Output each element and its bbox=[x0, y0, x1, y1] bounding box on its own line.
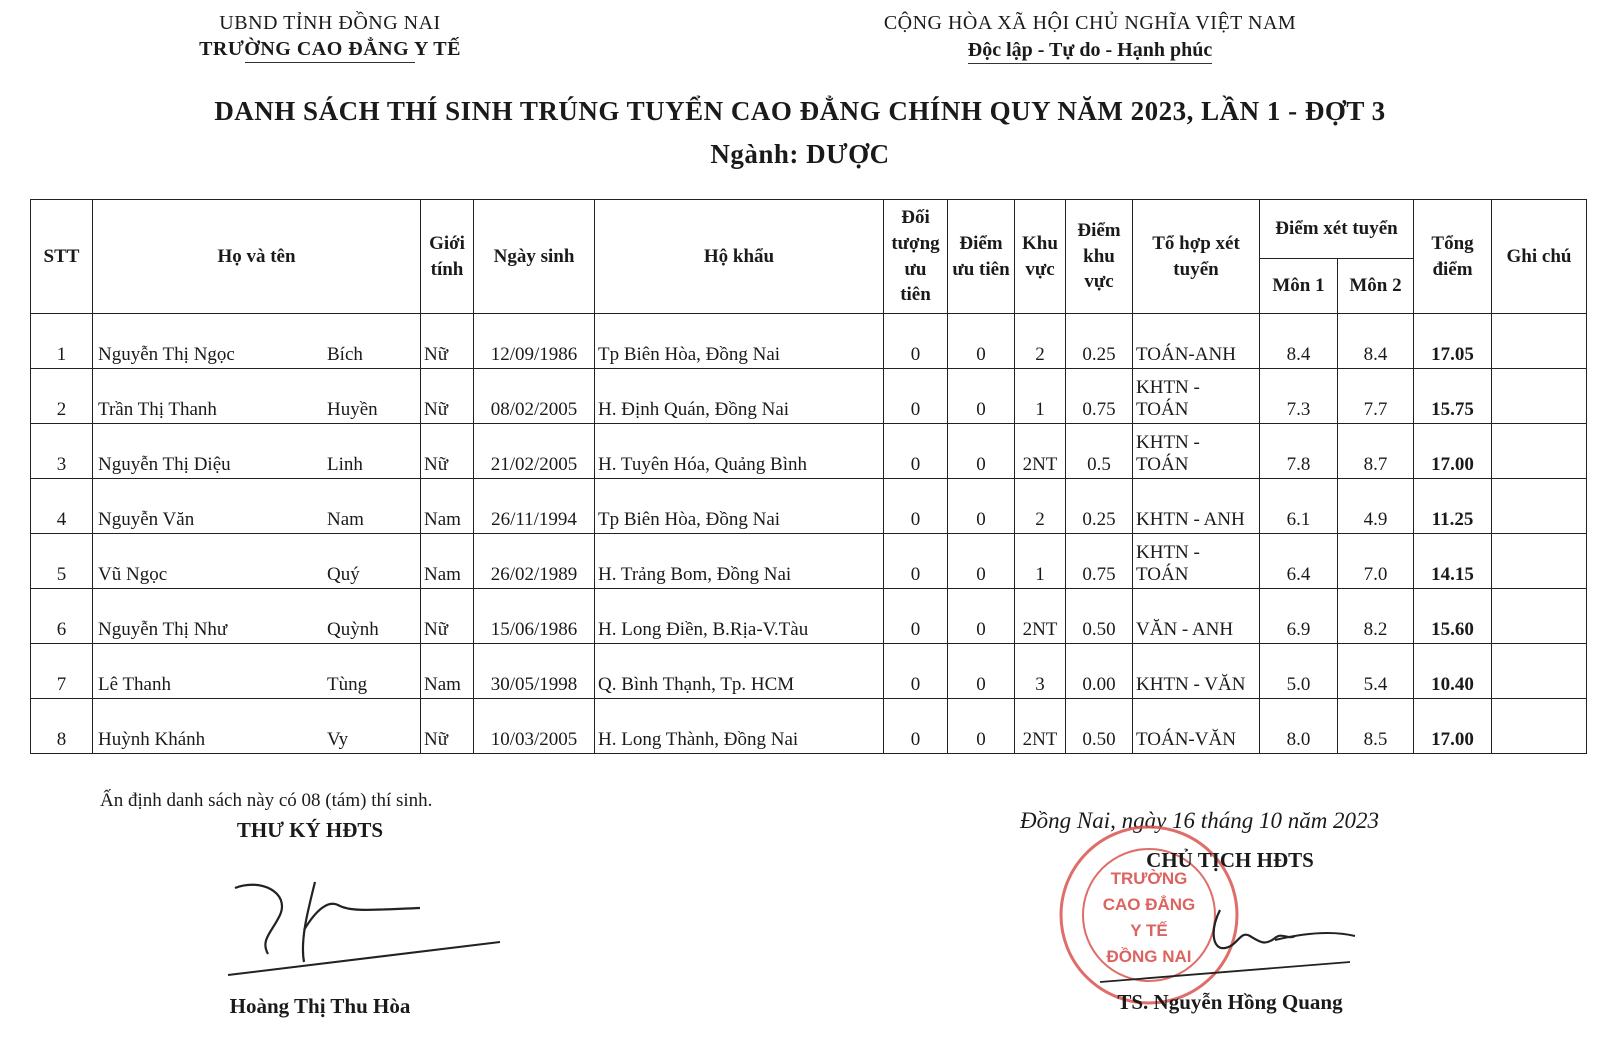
cell-subject2: 5.4 bbox=[1338, 644, 1414, 699]
seal-line-1: TRƯỜNG bbox=[1110, 869, 1188, 888]
table-row bbox=[31, 369, 1587, 424]
col-header-region-score: Điểm khu vực bbox=[1066, 200, 1133, 314]
col-header-subject2: Môn 2 bbox=[1338, 259, 1414, 314]
table-row bbox=[31, 479, 1587, 534]
national-motto bbox=[840, 12, 1340, 64]
cell-gender: Nữ bbox=[421, 589, 474, 644]
cell-region: 1 bbox=[1015, 534, 1066, 589]
table-row bbox=[31, 314, 1587, 369]
secretary-title: THƯ KÝ HĐTS bbox=[236, 818, 384, 842]
issuing-authority bbox=[160, 12, 500, 63]
cell-total: 15.60 bbox=[1414, 589, 1492, 644]
cell-region: 1 bbox=[1015, 369, 1066, 424]
document-subtitle: Ngành: DƯỢC bbox=[710, 139, 890, 169]
cell-note bbox=[1492, 479, 1587, 534]
cell-priority-group: 0 bbox=[884, 699, 948, 754]
family-middle-name: Nguyễn Văn bbox=[98, 509, 195, 530]
seal-line-3: Y TẾ bbox=[1130, 921, 1168, 940]
cell-subject2: 7.0 bbox=[1338, 534, 1414, 589]
cell-subject1: 7.3 bbox=[1260, 369, 1338, 424]
given-name: Linh bbox=[327, 454, 363, 475]
cell-total: 11.25 bbox=[1414, 479, 1492, 534]
cell-subject2: 8.2 bbox=[1338, 589, 1414, 644]
cell-combination: KHTN - TOÁN bbox=[1133, 369, 1260, 424]
authority-name: UBND TỈNH ĐỒNG NAI bbox=[219, 12, 441, 34]
family-middle-name: Trần Thị Thanh bbox=[98, 399, 217, 420]
cell-note bbox=[1492, 589, 1587, 644]
cell-region: 2NT bbox=[1015, 424, 1066, 479]
cell-dob: 21/02/2005 bbox=[474, 424, 595, 479]
secretary-signature bbox=[220, 870, 510, 980]
cell-name bbox=[93, 479, 421, 534]
header-underline bbox=[245, 62, 415, 63]
motto: Độc lập - Tự do - Hạnh phúc bbox=[968, 39, 1212, 64]
cell-priority-score: 0 bbox=[948, 644, 1015, 699]
given-name: Vy bbox=[327, 729, 349, 750]
cell-subject1: 6.4 bbox=[1260, 534, 1338, 589]
cell-priority-group: 0 bbox=[884, 534, 948, 589]
cell-subject1: 8.0 bbox=[1260, 699, 1338, 754]
cell-priority-score: 0 bbox=[948, 699, 1015, 754]
col-header-stt: STT bbox=[31, 200, 93, 314]
col-header-admission-scores: Điểm xét tuyển bbox=[1260, 200, 1414, 259]
col-header-residence: Hộ khẩu bbox=[595, 200, 884, 314]
cell-combination: KHTN - TOÁN bbox=[1133, 534, 1260, 589]
given-name: Nam bbox=[327, 509, 364, 530]
cell-subject1: 6.1 bbox=[1260, 479, 1338, 534]
cell-stt: 2 bbox=[31, 369, 93, 424]
given-name: Quỳnh bbox=[327, 619, 379, 640]
cell-priority-group: 0 bbox=[884, 589, 948, 644]
given-name: Quý bbox=[327, 564, 360, 585]
cell-priority-group: 0 bbox=[884, 424, 948, 479]
cell-priority-score: 0 bbox=[948, 369, 1015, 424]
cell-priority-score: 0 bbox=[948, 314, 1015, 369]
cell-stt: 5 bbox=[31, 534, 93, 589]
cell-note bbox=[1492, 644, 1587, 699]
cell-residence: H. Long Thành, Đồng Nai bbox=[595, 699, 884, 754]
cell-region-score: 0.00 bbox=[1066, 644, 1133, 699]
cell-gender: Nam bbox=[421, 644, 474, 699]
cell-priority-score: 0 bbox=[948, 589, 1015, 644]
family-middle-name: Lê Thanh bbox=[98, 674, 171, 695]
cell-name bbox=[93, 589, 421, 644]
cell-region: 3 bbox=[1015, 644, 1066, 699]
cell-subject1: 6.9 bbox=[1260, 589, 1338, 644]
cell-region: 2NT bbox=[1015, 699, 1066, 754]
cell-total: 15.75 bbox=[1414, 369, 1492, 424]
cell-subject1: 8.4 bbox=[1260, 314, 1338, 369]
cell-note bbox=[1492, 534, 1587, 589]
cell-subject2: 8.7 bbox=[1338, 424, 1414, 479]
family-middle-name: Nguyễn Thị Ngọc bbox=[98, 344, 235, 365]
cell-priority-group: 0 bbox=[884, 314, 948, 369]
cell-note bbox=[1492, 424, 1587, 479]
secretary-name: Hoàng Thị Thu Hòa bbox=[229, 994, 411, 1018]
table-row bbox=[31, 589, 1587, 644]
cell-total: 14.15 bbox=[1414, 534, 1492, 589]
cell-region: 2 bbox=[1015, 479, 1066, 534]
given-name: Tùng bbox=[327, 674, 368, 695]
col-header-dob: Ngày sinh bbox=[474, 200, 595, 314]
cell-region-score: 0.5 bbox=[1066, 424, 1133, 479]
cell-region-score: 0.25 bbox=[1066, 314, 1133, 369]
cell-region-score: 0.50 bbox=[1066, 589, 1133, 644]
given-name: Huyền bbox=[327, 399, 378, 420]
cell-gender: Nam bbox=[421, 534, 474, 589]
seal-line-2: CAO ĐẲNG bbox=[1102, 895, 1196, 914]
cell-stt: 8 bbox=[31, 699, 93, 754]
signing-date: Đồng Nai, ngày 16 tháng 10 năm 2023 bbox=[1020, 808, 1380, 833]
cell-combination: KHTN - VĂN bbox=[1133, 644, 1260, 699]
col-header-priority-score: Điểm ưu tiên bbox=[948, 200, 1015, 314]
table-row bbox=[31, 644, 1587, 699]
cell-total: 17.05 bbox=[1414, 314, 1492, 369]
cell-subject2: 4.9 bbox=[1338, 479, 1414, 534]
cell-priority-score: 0 bbox=[948, 534, 1015, 589]
cell-name bbox=[93, 534, 421, 589]
col-header-note: Ghi chú bbox=[1492, 200, 1587, 314]
cell-region-score: 0.25 bbox=[1066, 479, 1133, 534]
cell-region: 2 bbox=[1015, 314, 1066, 369]
cell-subject2: 8.4 bbox=[1338, 314, 1414, 369]
col-header-subject1: Môn 1 bbox=[1260, 259, 1338, 314]
cell-gender: Nữ bbox=[421, 314, 474, 369]
cell-priority-group: 0 bbox=[884, 369, 948, 424]
cell-dob: 15/06/1986 bbox=[474, 589, 595, 644]
country-name: CỘNG HÒA XÃ HỘI CHỦ NGHĨA VIỆT NAM bbox=[883, 12, 1297, 34]
cell-combination: KHTN - TOÁN bbox=[1133, 424, 1260, 479]
col-header-name: Họ và tên bbox=[93, 200, 421, 314]
school-name: TRƯỜNG CAO ĐẲNG Y TẾ bbox=[199, 38, 461, 60]
chairman-title: CHỦ TỊCH HĐTS bbox=[1146, 848, 1314, 872]
cell-subject1: 5.0 bbox=[1260, 644, 1338, 699]
cell-name bbox=[93, 644, 421, 699]
cell-subject2: 7.7 bbox=[1338, 369, 1414, 424]
cell-dob: 26/02/1989 bbox=[474, 534, 595, 589]
cell-stt: 1 bbox=[31, 314, 93, 369]
cell-gender: Nữ bbox=[421, 424, 474, 479]
cell-gender: Nữ bbox=[421, 699, 474, 754]
cell-stt: 4 bbox=[31, 479, 93, 534]
admission-table bbox=[30, 199, 1587, 754]
cell-priority-group: 0 bbox=[884, 479, 948, 534]
cell-dob: 08/02/2005 bbox=[474, 369, 595, 424]
cell-region-score: 0.75 bbox=[1066, 534, 1133, 589]
col-header-region: Khu vực bbox=[1015, 200, 1066, 314]
cell-residence: H. Tuyên Hóa, Quảng Bình bbox=[595, 424, 884, 479]
cell-note bbox=[1492, 699, 1587, 754]
cell-residence: H. Trảng Bom, Đồng Nai bbox=[595, 534, 884, 589]
cell-residence: H. Định Quán, Đồng Nai bbox=[595, 369, 884, 424]
col-header-combination: Tổ hợp xét tuyển bbox=[1133, 200, 1260, 314]
cell-residence: Q. Bình Thạnh, Tp. HCM bbox=[595, 644, 884, 699]
cell-total: 17.00 bbox=[1414, 424, 1492, 479]
cell-residence: Tp Biên Hòa, Đồng Nai bbox=[595, 314, 884, 369]
cell-residence: Tp Biên Hòa, Đồng Nai bbox=[595, 479, 884, 534]
cell-name bbox=[93, 314, 421, 369]
seal-line-4: ĐỒNG NAI bbox=[1106, 947, 1192, 966]
cell-dob: 30/05/1998 bbox=[474, 644, 595, 699]
chairman-signature bbox=[1100, 900, 1360, 990]
cell-subject1: 7.8 bbox=[1260, 424, 1338, 479]
cell-subject2: 8.5 bbox=[1338, 699, 1414, 754]
cell-stt: 7 bbox=[31, 644, 93, 699]
col-header-priority-group: Đối tượng ưu tiên bbox=[884, 200, 948, 314]
cell-dob: 12/09/1986 bbox=[474, 314, 595, 369]
cell-note bbox=[1492, 369, 1587, 424]
family-middle-name: Nguyễn Thị Diệu bbox=[98, 454, 231, 475]
col-header-gender: Giới tính bbox=[421, 200, 474, 314]
cell-combination: VĂN - ANH bbox=[1133, 589, 1260, 644]
cell-dob: 26/11/1994 bbox=[474, 479, 595, 534]
cell-name bbox=[93, 699, 421, 754]
table-row bbox=[31, 699, 1587, 754]
cell-region: 2NT bbox=[1015, 589, 1066, 644]
cell-gender: Nam bbox=[421, 479, 474, 534]
cell-name bbox=[93, 424, 421, 479]
table-row bbox=[31, 534, 1587, 589]
cell-gender: Nữ bbox=[421, 369, 474, 424]
cell-stt: 3 bbox=[31, 424, 93, 479]
document-title: DANH SÁCH THÍ SINH TRÚNG TUYỂN CAO ĐẲNG CHÍNH QUY NĂM 2023, LẦN 1 - ĐỢT 3 bbox=[214, 96, 1386, 126]
cell-combination: TOÁN-ANH bbox=[1133, 314, 1260, 369]
family-middle-name: Huỳnh Khánh bbox=[98, 729, 206, 750]
chairman-name: TS. Nguyễn Hồng Quang bbox=[1117, 990, 1343, 1014]
candidate-count-note: Ấn định danh sách này có 08 (tám) thí sinh. bbox=[100, 790, 433, 811]
family-middle-name: Vũ Ngọc bbox=[98, 564, 168, 585]
cell-total: 10.40 bbox=[1414, 644, 1492, 699]
cell-combination: KHTN - ANH bbox=[1133, 479, 1260, 534]
col-header-total: Tổng điểm bbox=[1414, 200, 1492, 314]
cell-region-score: 0.75 bbox=[1066, 369, 1133, 424]
cell-residence: H. Long Điền, B.Rịa-V.Tàu bbox=[595, 589, 884, 644]
cell-region-score: 0.50 bbox=[1066, 699, 1133, 754]
given-name: Bích bbox=[327, 344, 363, 365]
cell-priority-score: 0 bbox=[948, 424, 1015, 479]
cell-priority-score: 0 bbox=[948, 479, 1015, 534]
cell-total: 17.00 bbox=[1414, 699, 1492, 754]
cell-combination: TOÁN-VĂN bbox=[1133, 699, 1260, 754]
cell-priority-group: 0 bbox=[884, 644, 948, 699]
cell-note bbox=[1492, 314, 1587, 369]
family-middle-name: Nguyễn Thị Như bbox=[98, 619, 228, 640]
cell-dob: 10/03/2005 bbox=[474, 699, 595, 754]
table-row bbox=[31, 424, 1587, 479]
cell-stt: 6 bbox=[31, 589, 93, 644]
cell-name bbox=[93, 369, 421, 424]
